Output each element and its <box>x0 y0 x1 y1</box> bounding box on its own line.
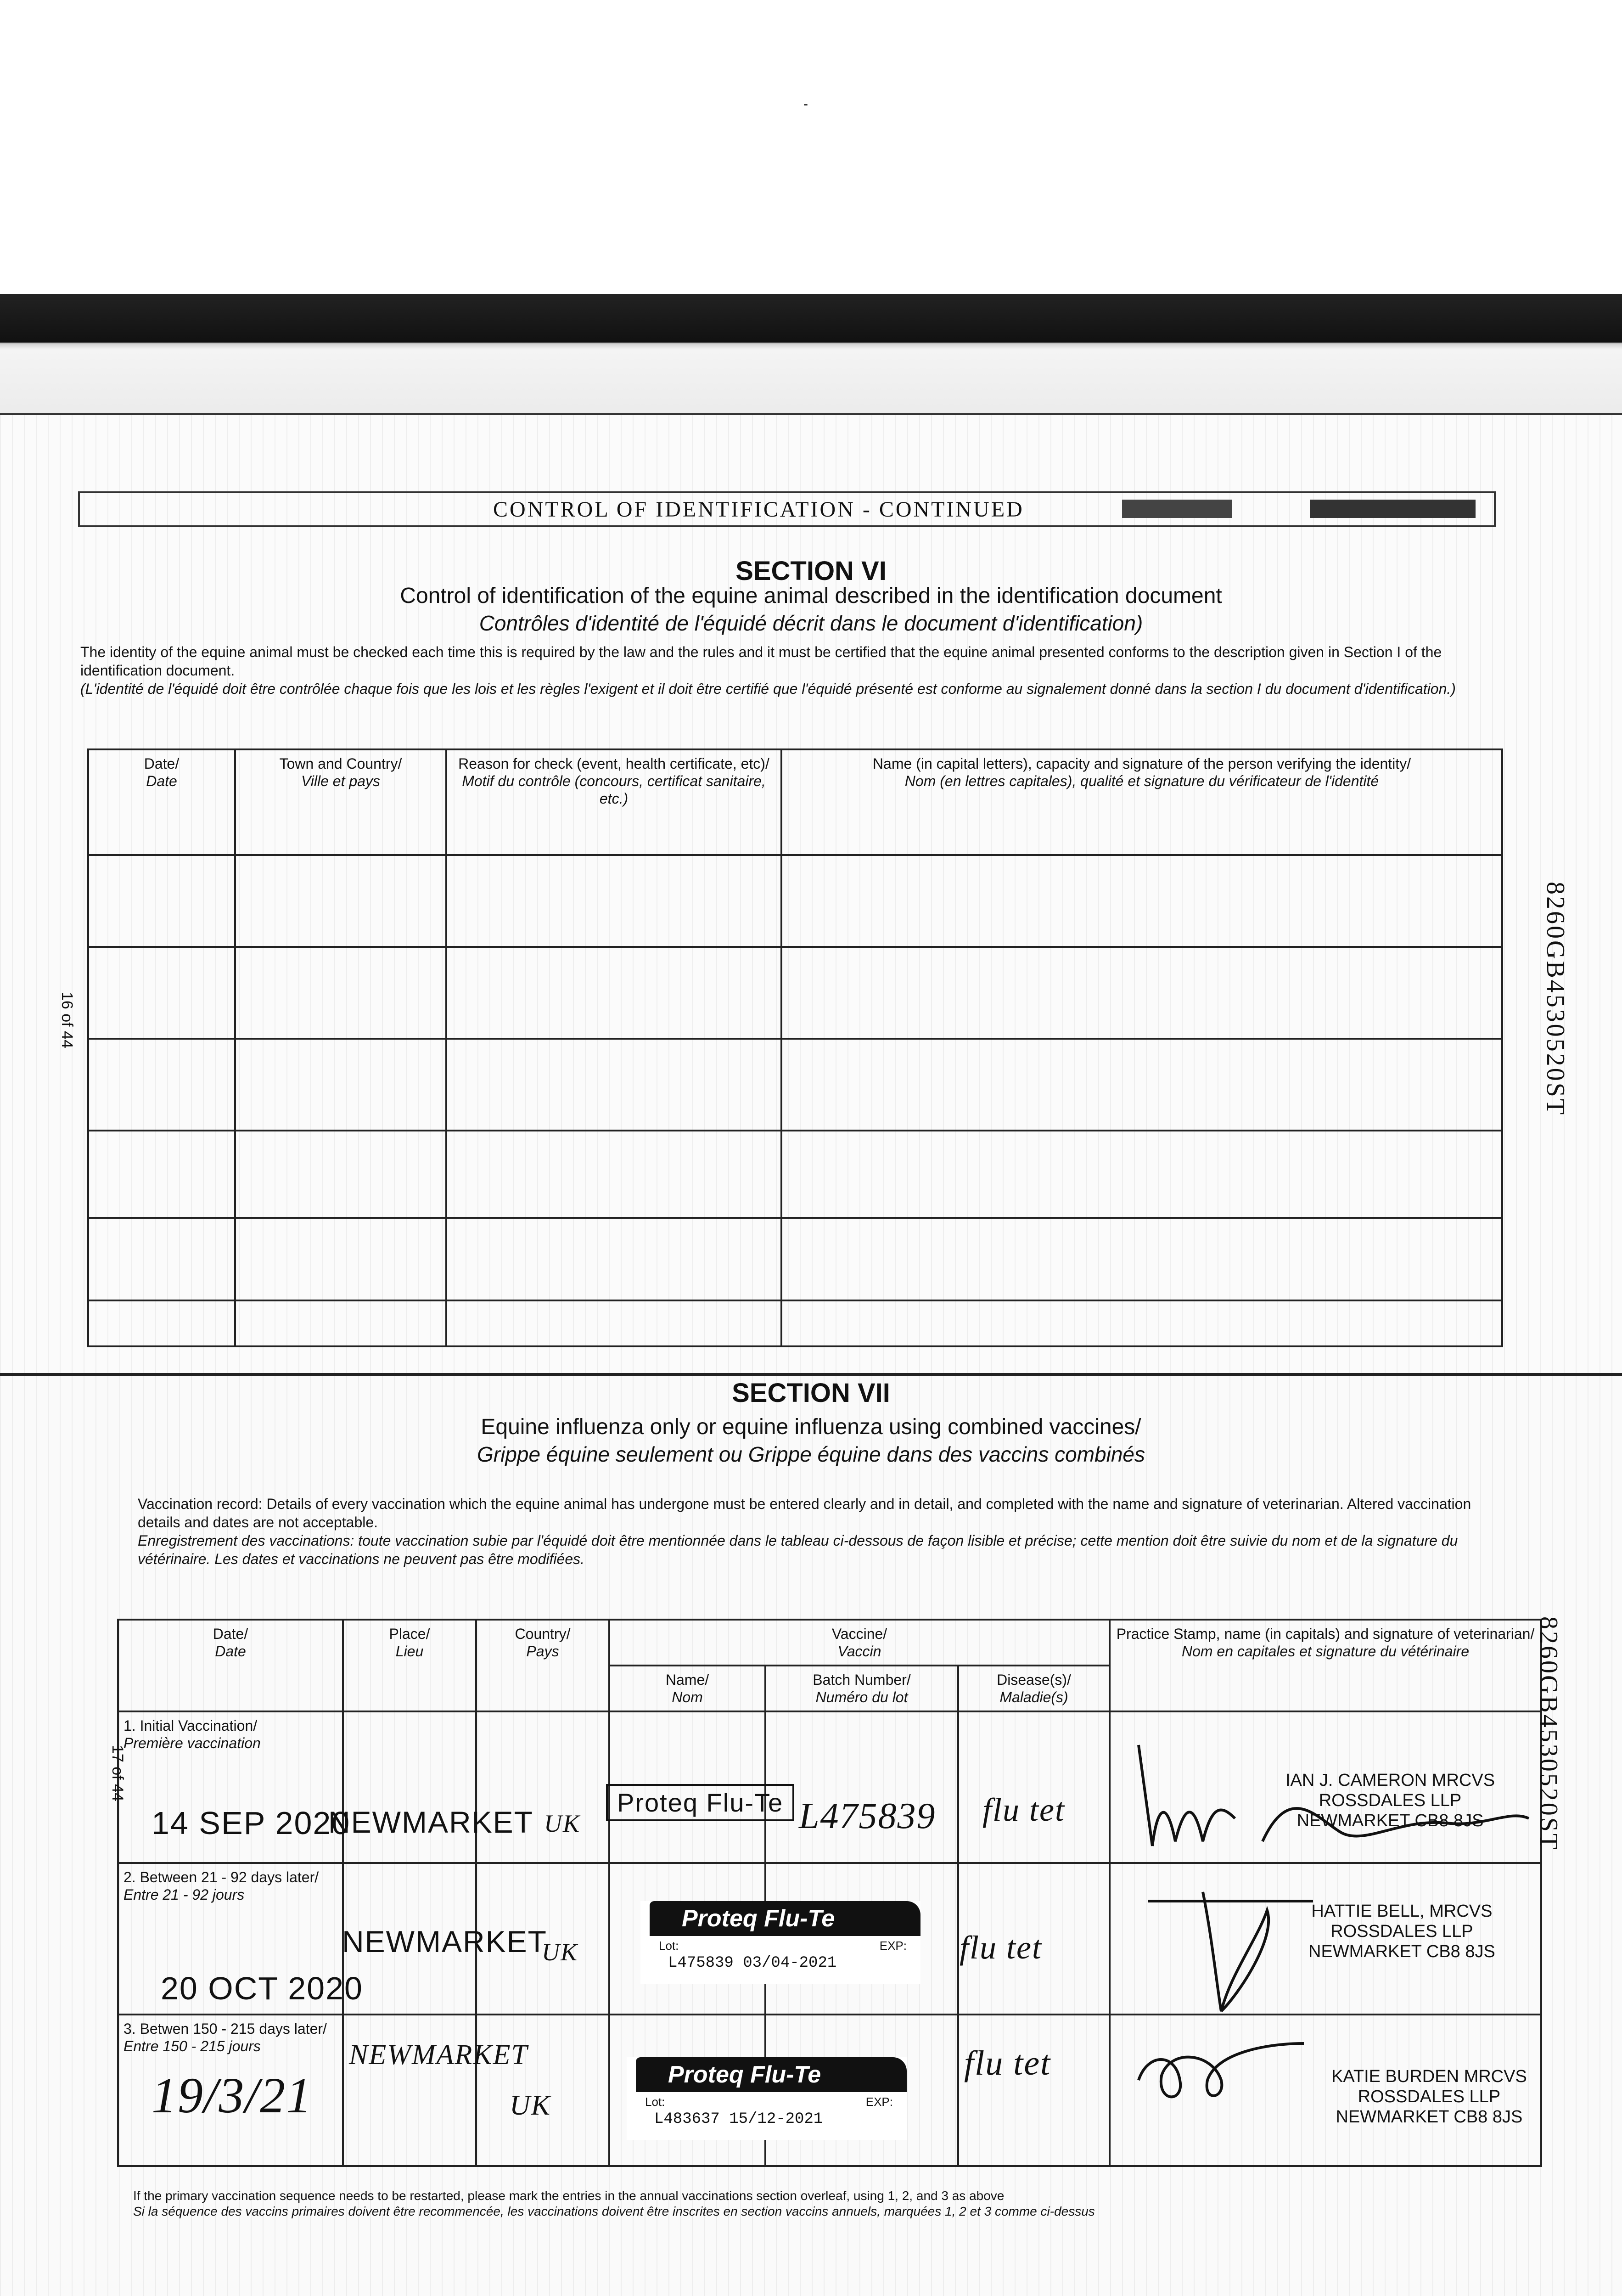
row3-vaccine-name: Proteq Flu-Te <box>668 2061 821 2088</box>
vaccination-header-row <box>118 1620 1541 1666</box>
header-batch-number: Batch Number/ Numéro du lot <box>765 1666 958 1711</box>
row3-date: 19/3/21 <box>152 2067 313 2123</box>
table-row <box>88 1218 1502 1300</box>
row3-place: NEWMARKET <box>349 2039 528 2071</box>
row1-signature <box>1125 1727 1547 1860</box>
table-row <box>88 855 1502 947</box>
row3-practice-stamp: KATIE BURDEN MRCVS ROSSDALES LLP NEWMARKET CB8 8JS <box>1331 2067 1527 2127</box>
footnote-fr: Si la séquence des vaccins primaires doivent être recommencée, les vaccinations doivent être inscrites en section vaccins annuels, marquées 1, 2 et 3 comme ci-dessus <box>133 2204 1095 2218</box>
section-7-title: SECTION VII <box>732 1378 890 1408</box>
header-reason: Reason for check (event, health certificate, etc)/ Motif du contrôle (concours, certificat sanitaire, etc.) <box>446 749 781 855</box>
header-mark: - <box>803 96 808 112</box>
table-header-row <box>88 749 1502 855</box>
row1-place: NEWMARKET <box>328 1805 533 1839</box>
row3-lot-label: Lot: <box>645 2095 665 2109</box>
section-6-intro-en: The identity of the equine animal must be checked each time this is required by the law and the rules and it must be certified that the equine animal presented conforms to the description given in Section I of the identification document. <box>80 644 1442 679</box>
vaccination-row: 2. Between 21 - 92 days later/ Entre 21 - 92 jours <box>118 1863 1541 2015</box>
book-spine-edge <box>0 294 1622 432</box>
banner-smudge <box>1310 500 1476 518</box>
table-row <box>88 1131 1502 1218</box>
section-7-subtitle-en: Equine influenza only or equine influenza using combined vaccines/ <box>481 1415 1141 1439</box>
row2-place: NEWMARKET <box>342 1925 547 1958</box>
footnote-en: If the primary vaccination sequence needs to be restarted, please mark the entries in the annual vaccinations section overleaf, using 1, 2, and 3 as above <box>133 2189 1005 2203</box>
row2-exp-label: EXP: <box>879 1939 907 1953</box>
header-town-country: Town and Country/ Ville et pays <box>235 749 446 855</box>
row2-vaccine-name: Proteq Flu-Te <box>682 1905 835 1932</box>
header-practice-stamp: Practice Stamp, name (in capitals) and signature of veterinarian/ Nom en capitales et signature du vétérinaire <box>1110 1620 1541 1711</box>
header-verifier: Name (in capital letters), capacity and signature of the person verifying the identity/ Nom (en lettres capitales), qualité et signature du vérificateur de l'identité <box>781 749 1502 855</box>
row2-vaccine-label-header <box>650 1901 920 1936</box>
header-country: Country/ Pays <box>476 1620 609 1711</box>
control-banner-text: CONTROL OF IDENTIFICATION - CONTINUED <box>493 497 1024 522</box>
banner-smudge <box>1122 500 1232 518</box>
header-vaccine: Vaccine/ Vaccin <box>609 1620 1110 1666</box>
section-6-title: SECTION VI <box>735 556 887 586</box>
section-7-intro-fr: Enregistrement des vaccinations: toute vaccination subie par l'équidé doit être mentionnée dans le tableau ci-dessous de façon lisible et précise; cette mention doit être suivie du nom et de la signature du vétérinaire. Les dates et vaccinations ne peuvent pas être modifiées. <box>138 1532 1458 1567</box>
row1-vaccine-name: Proteq Flu-Te <box>606 1784 794 1821</box>
row3-signature <box>1129 2025 1313 2117</box>
vaccination-row: 1. Initial Vaccination/ Première vaccination <box>118 1711 1541 1863</box>
row2-batch: L475839 03/04-2021 <box>668 1954 837 1972</box>
document-id-vertical: 8260GB4530520ST <box>1534 1616 1563 1851</box>
row2-lot-label: Lot: <box>659 1939 679 1953</box>
table-row <box>88 1039 1502 1131</box>
document-id-vertical: 8260GB4530520ST <box>1541 882 1570 1117</box>
blank-page-area <box>0 0 1622 321</box>
row3-country: UK <box>510 2090 551 2121</box>
row3-exp-label: EXP: <box>865 2095 893 2109</box>
row1-disease: flu tet <box>982 1791 1065 1828</box>
section-6-intro-fr: (L'identité de l'équidé doit être contrôlée chaque fois que les lois et les règles l'exigent et il doit être certifié que l'équidé présenté est conforme au signalement donné dans la section I du document d'identification.) <box>80 681 1456 697</box>
row2-signature <box>1139 1883 1322 2020</box>
table-row <box>88 1300 1502 1346</box>
header-diseases: Disease(s)/ Maladie(s) <box>958 1666 1110 1711</box>
row2-disease: flu tet <box>960 1929 1042 1966</box>
section-7-subtitle-fr: Grippe équine seulement ou Grippe équine dans des vaccins combinés <box>477 1442 1145 1466</box>
row3-batch: L483637 15/12-2021 <box>654 2110 823 2128</box>
row2-practice-stamp: HATTIE BELL, MRCVS ROSSDALES LLP NEWMARKET CB8 8JS <box>1308 1902 1495 1961</box>
row2-country: UK <box>542 1938 578 1966</box>
row1-practice-stamp: IAN J. CAMERON MRCVS ROSSDALES LLP NEWMARKET CB8 8JS <box>1285 1771 1495 1830</box>
row2-vaccine-label <box>640 1901 920 1984</box>
section-7-intro <box>138 1495 1515 1568</box>
header-vaccine-name: Name/ Nom <box>609 1666 765 1711</box>
page-number: 17 of 44 <box>109 1745 126 1801</box>
row1-batch: L475839 <box>799 1796 936 1836</box>
control-banner <box>78 491 1496 527</box>
identification-check-table <box>87 748 1503 1347</box>
row3-vaccine-label <box>627 2057 907 2140</box>
row2-date: 20 OCT 2020 <box>161 1970 363 2006</box>
row1-country: UK <box>544 1810 581 1837</box>
page-number: 16 of 44 <box>58 992 76 1048</box>
row3-vaccine-label-header <box>636 2057 907 2092</box>
section-7-intro-en: Vaccination record: Details of every vaccination which the equine animal has undergone must be entered clearly and in detail, and completed with the name and signature of veterinarian. Altered vaccination details and dates are not acceptable. <box>138 1496 1471 1531</box>
section-6-subtitle-fr: Contrôles d'identité de l'équidé décrit dans le document d'identification) <box>479 611 1143 635</box>
header-date: Date/ Date <box>118 1620 343 1711</box>
table-row <box>88 947 1502 1039</box>
header-place: Place/ Lieu <box>343 1620 476 1711</box>
section-6-intro <box>80 643 1485 698</box>
header-date: Date/ Date <box>88 749 235 855</box>
row1-date: 14 SEP 2020 <box>152 1805 351 1841</box>
vaccination-row: 3. Betwen 150 - 215 days later/ Entre 150 - 215 jours <box>118 2015 1541 2166</box>
section-6-subtitle-en: Control of identification of the equine animal described in the identification document <box>400 584 1222 608</box>
row3-disease: flu tet <box>964 2044 1051 2082</box>
section-7-footnote <box>133 2188 1510 2219</box>
